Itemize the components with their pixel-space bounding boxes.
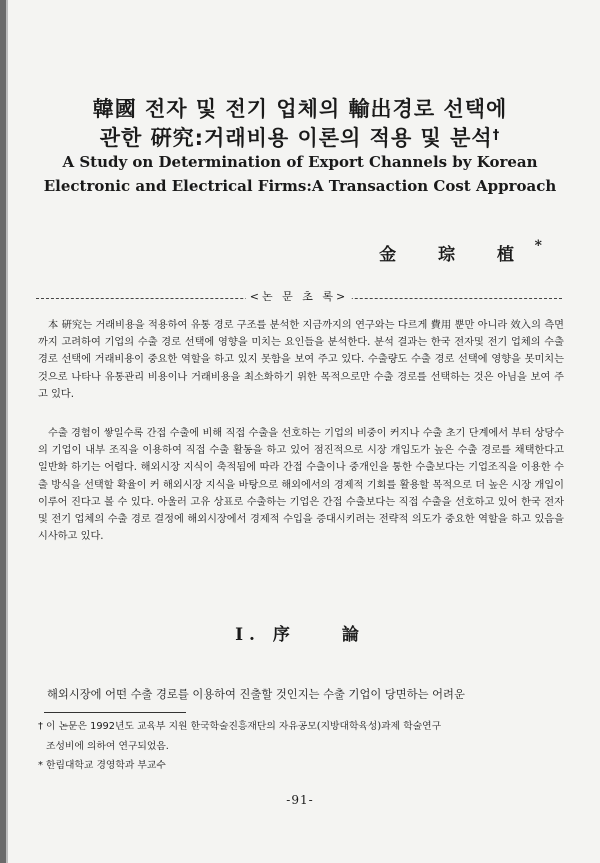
body-paragraph-first-line: 해외시장에 어떤 수출 경로를 이용하여 진출할 것인지는 수출 기업이 당면하는 어려운 bbox=[47, 688, 465, 701]
footnote-funding-line-1: † 이 논문은 1992년도 교육부 지원 한국학술진흥재단의 자유공모(지방대학육성)과제 학술연구 bbox=[38, 721, 442, 732]
korean-title-line-1: 韓國 전자 및 전기 업체의 輸出경로 선택에 bbox=[92, 97, 508, 121]
page-number: -91- bbox=[286, 793, 314, 807]
korean-title-line-2: 관한 硏究:거래비용 이론의 적용 및 분석† bbox=[99, 126, 501, 150]
footnote-author-affiliation: * 한림대학교 경영학과 부교수 bbox=[38, 760, 166, 771]
scan-edge-highlight bbox=[6, 0, 8, 863]
footnote-rule bbox=[44, 712, 186, 713]
footnote-funding-line-2: 조성비에 의하여 연구되었음. bbox=[46, 741, 169, 752]
author-name: 金 琮 植 bbox=[379, 245, 532, 265]
english-title-line-1: A Study on Determination of Export Channels by Korean bbox=[62, 153, 538, 171]
section-heading-introduction: I. 序 論 bbox=[235, 625, 365, 645]
abstract-paragraph-1: 本 硏究는 거래비용을 적용하여 유통 경로 구조를 분석한 지금까지의 연구와는 다르게 費用 뿐만 아니라 效入의 측면까지 고려하여 기업의 수출 경로 선택에 영향을 미치는 요인들을 분석한다. 분석 결과는 한국 전자및 전기 업체의 수출 경로 선택에 거래비용이 중요한 역할을 하고 있지 못함을 보여 주고 있다. 수출량도 수출 경로 선택에 영향을 못미치는 것으로 나타나 유통관리 비용이나 거래비용을 최소화하기 위한 목적으로만 수출 경로를 선택하는 것은 아님을 보여 주고 있다. bbox=[38, 320, 564, 400]
english-title-line-2: Electronic and Electrical Firms:A Transaction Cost Approach bbox=[43, 177, 557, 195]
title-dagger-mark: † bbox=[492, 128, 501, 143]
author-footnote-mark: * bbox=[534, 238, 542, 254]
abstract-paragraph-2: 수출 경험이 쌓일수록 간접 수출에 비해 직접 수출을 선호하는 기업의 비중이 커지나 수출 초기 단계에서 부터 상당수의 기업이 내부 조직을 이용하여 직접 수출 활동을 하고 있어 점진적으로 시장 개입도가 높은 수출 경로를 채택한다고 일반화 하기는 어렵다. 해외시장 지식이 축적됨에 따라 간접 수출이나 중개인을 통한 수출보다는 기업조직을 이용한 수출 방식을 선택할 확율이 커 해외시장 지식을 바탕으로 해외에서의 경제적 기회를 활용할 목적으로 더 높은 시장 개입이 이루어 진다고 볼 수 있다. 아울러 고유 상표로 수출하는 기업은 간접 수출보다는 직접 수출을 선호하고 있어 한국 전자및 전기 업체의 수출 경로 결정에 해외시장에서 경제적 수입을 증대시키려는 전략적 의도가 중요한 역할을 하고 있음을 시사하고 있다. bbox=[38, 428, 564, 543]
abstract-heading: <논 문 초 록> bbox=[246, 288, 352, 304]
